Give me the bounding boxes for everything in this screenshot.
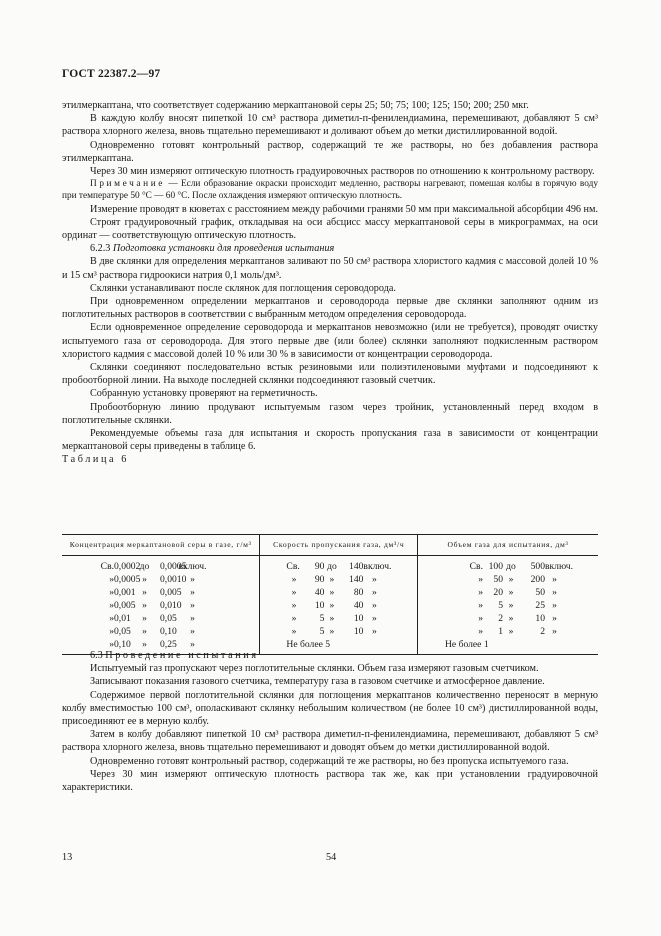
table-value: Св.	[286, 561, 300, 572]
table-value: »	[508, 587, 514, 598]
table-value: 0,0002	[114, 561, 141, 572]
table-spacer	[385, 586, 415, 599]
table-value: »	[478, 600, 483, 611]
concentration-list	[80, 560, 259, 651]
table-value: 0,010	[160, 600, 182, 611]
table-header-cell: Концентрация меркаптановой серы в газе, г/м³	[62, 535, 260, 556]
table-value: »	[508, 626, 514, 637]
table-cell-concentration	[62, 556, 260, 655]
table-value: 0,005	[160, 587, 182, 598]
table-value: »	[372, 626, 377, 637]
note-text: — Если образование окраски происходит медленно, растворы нагревают, помешая колбы в горячую воду при температуре 50 °С — 60 °С. После охлаждения измеряют оптическую плотность.	[62, 179, 598, 202]
table-value: 50	[493, 574, 503, 585]
table-value: 10	[535, 613, 545, 624]
table-value: »	[142, 626, 147, 637]
table-value: »	[190, 639, 195, 650]
paragraph: Содержимое первой поглотительной склянки для поглощения меркаптанов количественно переносят в мерную колбу вместимостью 100 см³, ополаскивают склянку небольшим количеством (не более 10 см³) дистиллированной воды, присоединяют ее в мерную колбу.	[62, 689, 598, 728]
table-value: »	[291, 613, 297, 624]
table-value: »	[142, 574, 147, 585]
table-value: 0,10	[160, 626, 177, 637]
paragraph: Одновременно готовят контрольный раствор, содержащий те же растворы, но без добавления раствора этилмеркаптана.	[62, 139, 598, 164]
paragraph: Склянки соединяют последовательно встык резиновыми или полиэтиленовыми муфтами и подсоединяют к пробоотборной линии. На выходе последней склянки подсоединяют газовый счетчик.	[62, 362, 598, 387]
table-value: 500	[530, 561, 545, 572]
table-value: »	[291, 626, 297, 637]
table-value: »	[190, 574, 195, 585]
table-label: Таблица 6	[62, 454, 129, 466]
table-value: 5	[319, 613, 325, 624]
table-spacer	[385, 599, 415, 612]
table-spacer	[210, 586, 246, 599]
document-code: ГОСТ 22387.2—97	[62, 68, 161, 80]
table-value: »	[329, 574, 335, 585]
table-value: »	[508, 600, 514, 611]
table-value: »	[109, 613, 114, 624]
paragraph: В каждую колбу вносят пипеткой 10 см³ раствора диметил-п-фенилендиамина, перемешивают, добавляют 5 см³ раствора хлорного железа, вновь тщательно перемешивают и доливают объем до метки дистиллированной водой.	[62, 113, 598, 138]
table-spacer	[385, 612, 415, 625]
volume-list	[445, 560, 598, 638]
table-value: »	[291, 600, 297, 611]
table-value: 100	[488, 561, 503, 572]
body-block-1	[62, 99, 598, 467]
table-spacer	[385, 625, 415, 638]
table-spacer	[210, 560, 246, 573]
table-value: »	[142, 639, 147, 650]
table-value: »	[372, 613, 377, 624]
table-value: 0,05	[114, 626, 131, 637]
table-spacer	[564, 625, 598, 638]
paragraph: этилмеркаптана, что соответствует содержанию меркаптановой серы 25; 50; 75; 100; 125; 150; 200; 250 мкг.	[62, 100, 529, 111]
table-value: включ.	[363, 561, 392, 572]
paragraph: Строят градуировочный график, откладывая на оси абсцисс массу меркаптановой серы в микрограммах, на оси ординат — соответствующую оптическую плотность.	[62, 216, 598, 242]
table-value: включ.	[178, 561, 207, 572]
table-value: 0,0005	[114, 574, 141, 585]
table-spacer	[564, 560, 598, 573]
table-value: до	[506, 561, 516, 572]
table-spacer	[210, 625, 246, 638]
table-body-row	[62, 556, 598, 655]
table-value: »	[552, 613, 557, 624]
paragraph: Через 30 мин измеряют оптическую плотность градуировочных растворов по отношению к контрольному раствору.	[90, 166, 595, 178]
table-value: »	[190, 613, 195, 624]
table-value: 25	[535, 600, 545, 611]
table-value: 50	[535, 587, 545, 598]
table-value: »	[142, 600, 147, 611]
paragraph: Если одновременное определение сероводорода и меркаптанов невозможно (или не требуется), проводят очистку испытуемого газа от сероводорода. Для этого первые две (или более) склянки заполняют подкисленным раствором хлористого кадмия с массовой долей 10 % или 30 % в зависимости от концентрации сероводорода.	[62, 322, 598, 360]
paragraph: Затем в колбу добавляют пипеткой 10 см³ раствора диметил-п-фенилендиамина, перемешивают, добавляют 5 см³ раствора хлорного железа, вновь тщательно перемешивают и доводят объем до метки дистиллированной водой.	[62, 729, 598, 754]
table-value: 0,10	[114, 639, 131, 650]
table-value: »	[552, 574, 557, 585]
table-value: »	[190, 626, 195, 637]
table-value: 200	[530, 574, 545, 585]
table-cell-volume	[417, 556, 598, 655]
table-value: 0,0005	[160, 561, 187, 572]
paragraph: Пробоотборную линию продувают испытуемым газом через тройник, установленный перед входом в поглотительные склянки.	[62, 401, 598, 426]
section-number: 6.2.3	[90, 243, 111, 255]
volume-last-row: Не более 1	[444, 639, 489, 650]
table-value: »	[552, 587, 557, 598]
table-cell-speed	[260, 556, 418, 655]
table-value: 1	[498, 626, 503, 637]
section-number: 6.3	[90, 650, 103, 661]
table-value: »	[142, 613, 147, 624]
table-spacer	[210, 573, 246, 586]
paragraph: Склянки устанавливают после склянок для поглощения сероводорода.	[90, 282, 396, 294]
table-value: »	[372, 587, 377, 598]
table-value: 10	[353, 626, 364, 637]
table-value: »	[478, 613, 483, 624]
table-value: 0,0010	[160, 574, 187, 585]
table-value: 40	[353, 600, 364, 611]
table-value: 0,05	[160, 613, 177, 624]
table-value: »	[478, 587, 483, 598]
table-value: 90	[314, 561, 325, 572]
table-value: »	[109, 626, 114, 637]
paragraph: Собранную установку проверяют на герметичность.	[90, 388, 318, 400]
paragraph: Испытуемый газ пропускают через поглотительные склянки. Объем газа измеряют газовым счетчиком.	[90, 663, 539, 675]
table-value: 0,001	[114, 587, 136, 598]
table-value: »	[478, 626, 483, 637]
speed-list	[286, 560, 417, 638]
table-value: 90	[314, 574, 325, 585]
table-value: 80	[353, 587, 364, 598]
paragraph: В две склянки для определения меркаптанов заливают по 50 см³ раствора хлористого кадмия с массовой долей 10 % и 15 см³ раствора гидроокиси натрия 0,1 моль/дм³.	[62, 256, 598, 281]
body-block-2	[62, 649, 598, 794]
table-spacer	[564, 599, 598, 612]
table-value: 2	[540, 626, 545, 637]
paragraph: Измерение проводят в кюветах с расстоянием между рабочими гранями 50 мм при максимальной абсорбции 496 нм.	[90, 203, 599, 215]
note-label: Примечание	[90, 179, 165, 190]
paragraph: Через 30 мин измеряют оптическую плотность раствора так же, как при установлении градуировочной характеристики.	[62, 768, 598, 794]
footer-page-left: 13	[62, 852, 73, 863]
section-heading-6-2-3	[62, 242, 598, 255]
table-value: »	[190, 600, 195, 611]
table-value: 0,25	[160, 639, 177, 650]
table-value: 20	[493, 587, 503, 598]
table-value: до	[139, 561, 150, 572]
table-value: »	[291, 587, 297, 598]
table-value: Св.	[469, 561, 483, 572]
paragraph: Записывают показания газового счетчика, температуру газа в газовом счетчике и атмосферное давление.	[90, 676, 545, 688]
table-spacer	[385, 560, 415, 573]
note-paragraph	[62, 178, 598, 202]
table-value: »	[109, 600, 114, 611]
table-value: »	[109, 639, 114, 650]
table-value: 0,01	[114, 613, 131, 624]
table-value: »	[142, 587, 147, 598]
table-header-cell: Объем газа для испытания, дм³	[417, 535, 598, 556]
table-value: 0,005	[114, 600, 136, 611]
table-value: »	[552, 626, 557, 637]
table-value: 140	[349, 561, 364, 572]
table-value: »	[329, 613, 335, 624]
table-value: »	[109, 587, 114, 598]
table-value: 5	[498, 600, 503, 611]
table-value: Св.	[100, 561, 114, 572]
table-value: 2	[498, 613, 503, 624]
table-value: »	[508, 613, 514, 624]
table-value: »	[508, 574, 514, 585]
table-value: »	[372, 600, 377, 611]
section-title: Проведение испытания	[105, 650, 259, 661]
table-value: »	[329, 600, 335, 611]
table-value: включ.	[544, 561, 573, 572]
table-spacer	[564, 612, 598, 625]
footer-page-number: 54	[326, 852, 337, 863]
paragraph: Одновременно готовят контрольный раствор, содержащий те же растворы, но без пропуска испытуемого газа.	[90, 755, 569, 767]
table-value: 140	[349, 574, 364, 585]
table-value: 10	[353, 613, 364, 624]
section-title: Подготовка установки для проведения испытания	[112, 243, 335, 255]
table-6	[62, 534, 598, 655]
table-value: »	[190, 587, 195, 598]
table-value: »	[552, 600, 557, 611]
table-value: »	[372, 574, 377, 585]
table-value: 40	[314, 587, 325, 598]
table-spacer	[210, 599, 246, 612]
table-spacer	[564, 573, 598, 586]
table-spacer	[564, 586, 598, 599]
table-spacer	[385, 573, 415, 586]
paragraph: Рекомендуемые объемы газа для испытания и скорость пропускания газа в зависимости от концентрации меркаптановой серы приведены в таблице 6.	[62, 428, 598, 453]
table-value: »	[329, 626, 335, 637]
speed-last-row: Не более 5	[286, 639, 331, 650]
table-value: 5	[319, 626, 325, 637]
table-value: »	[109, 574, 114, 585]
table-header-row	[62, 535, 598, 556]
table-header-cell: Скорость пропускания газа, дм³/ч	[260, 535, 418, 556]
section-heading-6-3	[62, 649, 598, 662]
paragraph: При одновременном определении меркаптанов и сероводорода первые две склянки заполняют одним из поглотительных растворов в соответствии с выбранным методом определения сероводорода.	[62, 296, 598, 321]
table-value: »	[291, 574, 297, 585]
table-value: »	[329, 587, 335, 598]
table-value: »	[478, 574, 483, 585]
table-value: 10	[314, 600, 325, 611]
table-value: до	[327, 561, 337, 572]
table-spacer	[210, 612, 246, 625]
